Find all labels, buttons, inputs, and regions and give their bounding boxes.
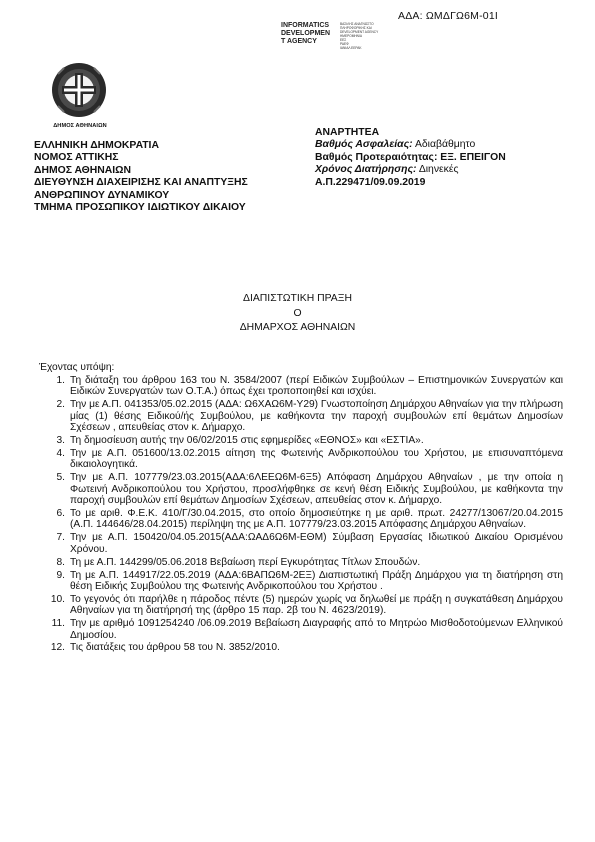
- agency-logo-small-line: DEVELOPMENT AGENCY: [340, 30, 379, 34]
- agency-logo-small-line: ΙΑΝΙΑΛ ΕΕΡΑΚ: [340, 46, 362, 50]
- issuer-line: ΔΗΜΟΣ ΑΘΗΝΑΙΩΝ: [34, 164, 131, 176]
- agency-logo-small-line: ΠΛΗΡΟΦΟΡΙΚΗΣ ΚΑΙ: [340, 26, 372, 30]
- title-line: ΔΙΑΠΙΣΤΩΤΙΚΗ ΠΡΑΞΗ: [243, 293, 352, 304]
- item-text: Τη με Α.Π. 144299/05.06.2018 Βεβαίωση περί Εγκυρότητας Τίτλων Σπουδών.: [70, 556, 421, 568]
- agency-logo-small-line: ΡΑΕΦ: [340, 42, 349, 46]
- issuer-line: ΔΙΕΥΘΥΝΣΗ ΔΙΑΧΕΙΡΙΣΗΣ ΚΑΙ ΑΝΑΠΤΥΞΗΣ: [34, 177, 248, 189]
- item-number: 3.: [56, 435, 65, 447]
- item-text: Το γεγονός ότι παρήλθε η πάροδος πέντε (5) ημερών χωρίς να δηλωθεί με πράξη η συγκατάθεση Δημάρχου Αθηναίων για τη διατήρησή της (άρθρο 15 παρ. 2β του Ν. 4623/2019).: [70, 593, 563, 617]
- priority-value: ΕΞ. ΕΠΕΙΓΟΝ: [437, 151, 506, 163]
- retention-label: Χρόνος Διατήρησης:: [315, 164, 417, 176]
- agency-logo-line: DEVELOPMEN: [281, 30, 331, 38]
- issuer-line: ΤΜΗΜΑ ΠΡΟΣΩΠΙΚΟΥ ΙΔΙΩΤΙΚΟΥ ΔΙΚΑΙΟΥ: [34, 202, 246, 214]
- list-item: [38, 570, 563, 593]
- item-number: 5.: [56, 472, 65, 484]
- item-number: 7.: [56, 532, 65, 544]
- list-item: [38, 508, 563, 531]
- list-item: [38, 399, 563, 433]
- item-number: 8.: [56, 556, 65, 568]
- security-level-value: Αδιαβάθμητο: [412, 139, 476, 151]
- title-line: ΔΗΜΑΡΧΟΣ ΑΘΗΝΑΙΩΝ: [239, 322, 356, 334]
- item-number: 2.: [56, 399, 65, 411]
- item-text: Τις διατάξεις του άρθρου 58 του Ν. 3852/2010.: [70, 642, 280, 654]
- list-item: [38, 532, 563, 555]
- list-item: [38, 594, 563, 617]
- emblem-caption: ΔΗΜΟΣ ΑΘΗΝΑΙΩΝ: [53, 123, 107, 129]
- list-item: [38, 448, 563, 471]
- item-text: Την με Α.Π. 150420/04.05.2015(ΑΔΑ:ΩΑΔ6Ω6Μ-ΕΘΜ) Σύμβαση Εργασίας Ιδιωτικού Δικαίου Ορισμένου Χρόνου.: [70, 532, 563, 555]
- title-line: Ο: [293, 307, 302, 319]
- list-item: [38, 472, 563, 506]
- list-item: [38, 375, 563, 398]
- document-title: [0, 292, 595, 336]
- item-number: 12.: [50, 642, 65, 654]
- item-text: Την με αριθμό 1091254240 /06.09.2019 Βεβαίωση Διαγραφής από το Μητρώο Μισθοδοτούμενων Ελληνικού Δημοσίου.: [70, 618, 563, 641]
- agency-logo-small-line: ΕΕΣ: [340, 38, 347, 42]
- issuer-line: ΕΛΛΗΝΙΚΗ ΔΗΜΟΚΡΑΤΙΑ: [34, 140, 159, 151]
- posting-label: ΑΝΑΡΤΗΤΕΑ: [315, 127, 380, 138]
- considerations-list: [38, 375, 563, 655]
- item-text: Τη δημοσίευση αυτής την 06/02/2015 στις εφημερίδες «ΕΘΝΟΣ» και «ΕΣΤΙΑ».: [70, 435, 424, 447]
- informatics-agency-logo: [281, 22, 411, 60]
- priority-label: Βαθμός Προτεραιότητας:: [315, 151, 438, 163]
- agency-logo-line: INFORMATICS: [281, 22, 330, 29]
- issuer-block: [34, 140, 248, 214]
- list-item: [38, 557, 563, 568]
- item-number: 10.: [50, 593, 65, 605]
- issuer-line: ΝΟΜΟΣ ΑΤΤΙΚΗΣ: [34, 152, 119, 164]
- agency-logo-small-line: ΗΜΕΡΟΜΗΝΙΑ: [340, 34, 362, 38]
- agency-logo-small-line: ΒΑΣΙΛΗΣ ΑΝΑΓΝΩΣΤΟ: [340, 22, 374, 26]
- classification-block: [315, 127, 506, 189]
- item-text: Την με Α.Π. 041353/05.02.2015 (ΑΔΑ: Ω6ΧΑΩ6Μ-Υ29) Γνωστοποίηση Δημάρχου Αθηναίων για την πλήρωση μίας (1) θέσης Ειδικού/ής Συμβούλου, με καθήκοντα την παροχή συμβουλών επί θεμάτων Δημοσίων Σχέσεων , απευθείας στον κ. Δήμαρχο.: [70, 399, 563, 434]
- agency-logo-line: T AGENCY: [281, 38, 317, 46]
- list-item: [38, 618, 563, 641]
- item-text: Το με αριθ. Φ.Ε.Κ. 410/Γ/30.04.2015, στο οποίο δημοσιεύτηκε η με αριθ. πρωτ. 24277/13067/20.04.2015 (Α.Π. 144646/28.04.2015) περίληψη της με Α.Π. 107779/23.03.2015 Απόφασης Δημάρχου Αθηναίων.: [70, 507, 563, 531]
- considerations-intro: Έχοντας υπόψη:: [39, 362, 115, 373]
- item-text: Την με Α.Π. 051600/13.02.2015 αίτηση της Φωτεινής Ανδρικοπούλου του Χρήστου, με επισυναπτόμενα δικαιολογητικά.: [70, 447, 563, 471]
- retention-row: [315, 164, 506, 176]
- issuer-line: ΑΝΘΡΩΠΙΝΟΥ ΔΥΝΑΜΙΚΟΥ: [34, 189, 170, 201]
- ada-code: ΑΔΑ: ΩΜΔΓΩ6Μ-01Ι: [398, 10, 498, 22]
- item-number: 9.: [56, 569, 65, 581]
- item-text: Τη με Α.Π. 144917/22.05.2019 (ΑΔΑ:6ΒΑΠΩ6Μ-2ΕΞ) Διαπιστωτική Πράξη Δημάρχου για τη διατήρηση στη θέση Ειδικής Συμβούλου της Φωτεινής Ανδρικοπούλου του Χρήστου .: [70, 569, 563, 592]
- list-item: [38, 642, 563, 653]
- security-level-label: Βαθμός Ασφαλείας:: [315, 139, 413, 151]
- item-number: 1.: [56, 375, 65, 386]
- list-item: [38, 435, 563, 446]
- item-text: Τη διάταξη του άρθρου 163 του Ν. 3584/2007 (περί Ειδικών Συμβούλων – Επιστημονικών Συνεργατών και Ειδικών Συνεργατών των Ο.Τ.Α.) όπως έχει τροποποιηθεί και ισχύει.: [70, 375, 563, 398]
- item-number: 11.: [51, 618, 65, 630]
- item-number: 4.: [56, 447, 65, 459]
- security-level-row: [315, 139, 506, 151]
- item-text: Την με Α.Π. 107779/23.03.2015(ΑΔΑ:6ΛΕΕΩ6Μ-6Ξ5) Απόφαση Δημάρχου Αθηναίων , με την οποία η Φωτεινή Ανδρικοπούλου του Χρήστου, προσλήφθηκε σε κενή θέση Ειδικής Συμβούλου, με καθήκοντα την παροχή συμβουλών επί θεμάτων Δημοσίων Σχέσεων, απευθείας στον κ. Δήμαρχο.: [70, 472, 563, 507]
- priority-row: [315, 152, 506, 164]
- item-number: 6.: [56, 507, 65, 519]
- protocol-number: Α.Π.229471/09.09.2019: [315, 176, 426, 188]
- retention-value: Διηνεκές: [416, 164, 459, 176]
